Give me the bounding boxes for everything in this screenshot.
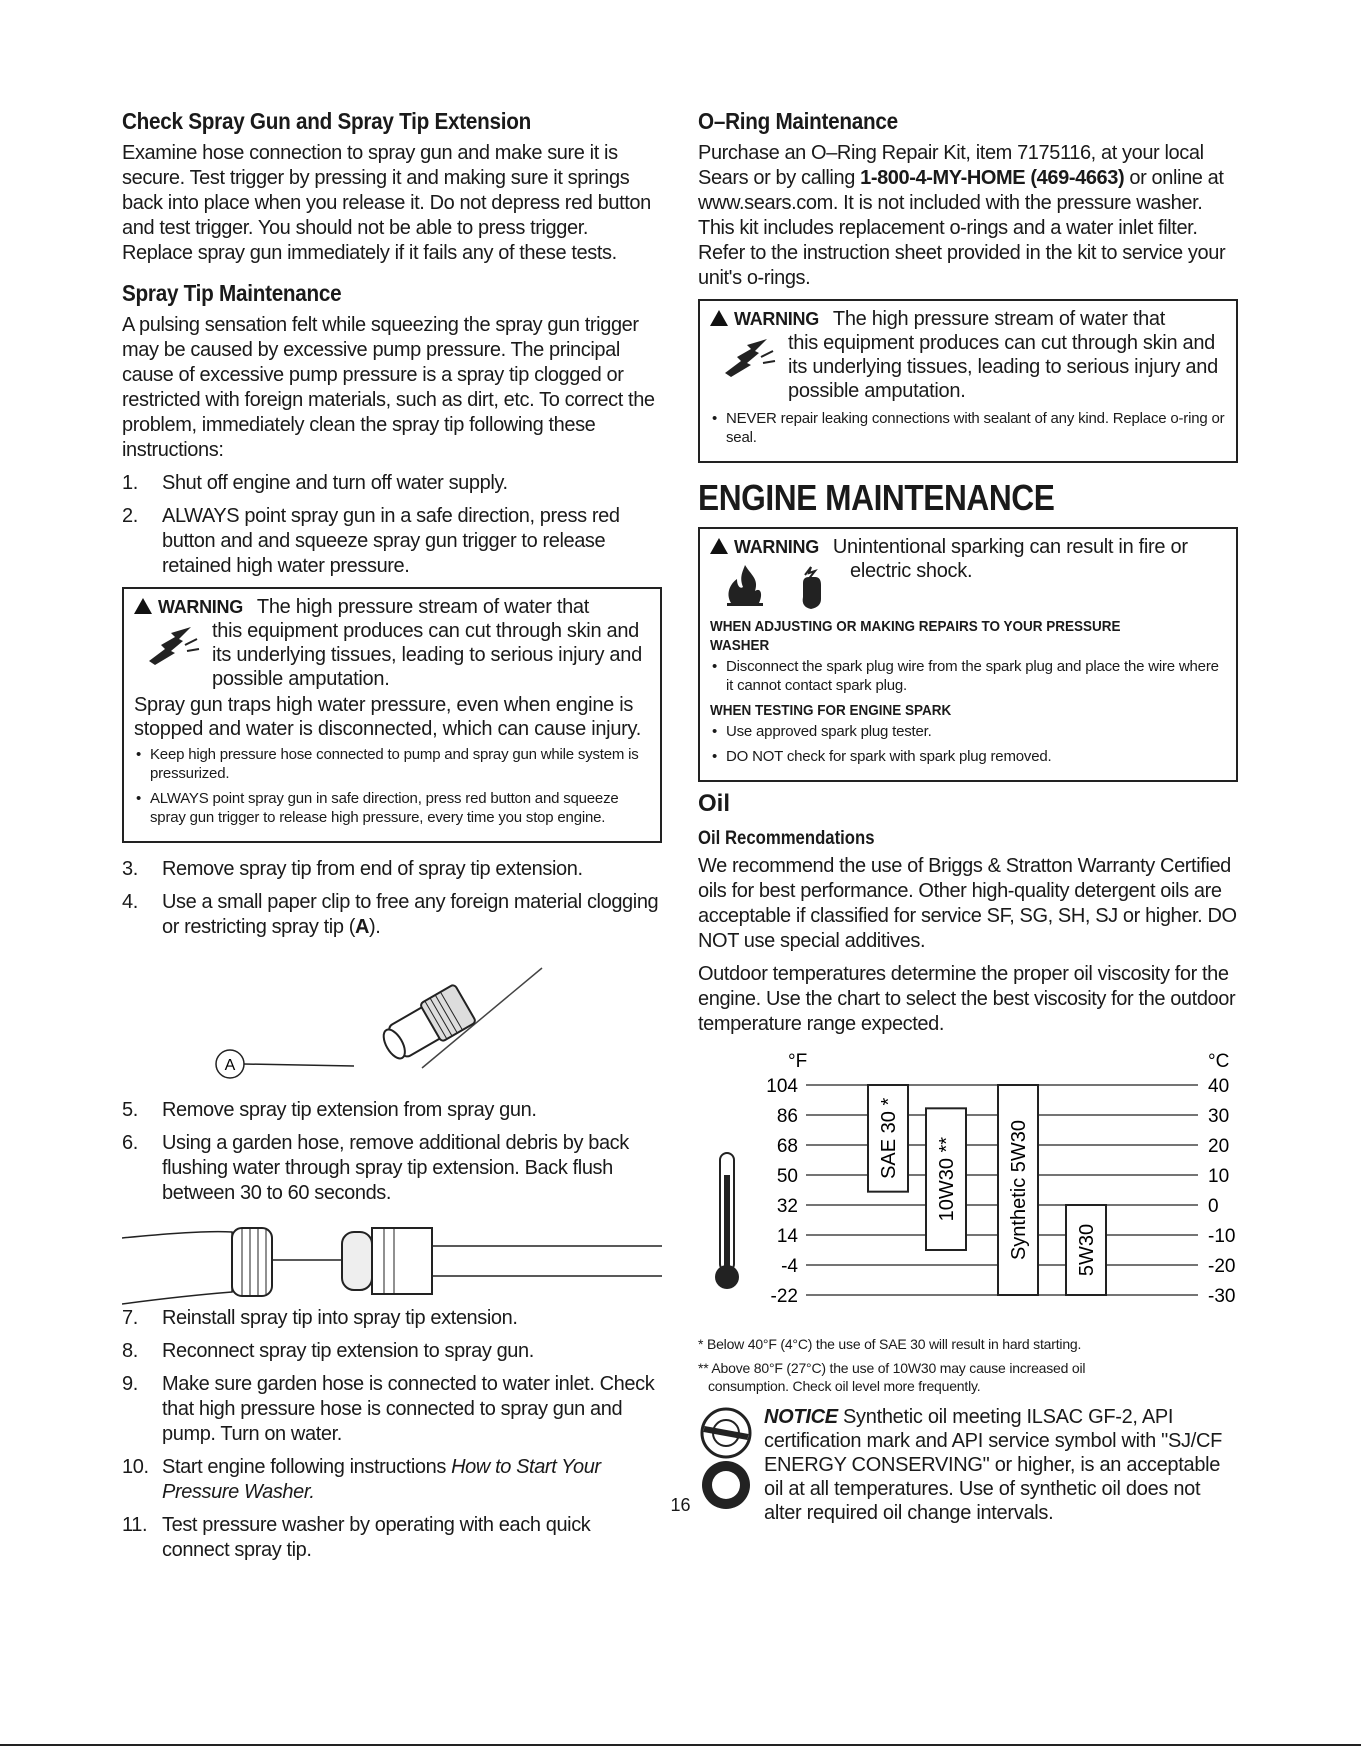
step-item: 9. Make sure garden hose is connected to water inlet. Check that high pressure hose is connected to spray gun and pump. Turn on water. [122,1373,655,1445]
warning-box-spray-gun: WARNING The high pressure stream of water that this equipment produces can cut through skin and its underlying tissues, leading to serious injury and possible amputation. Spray gun traps high water pressure, even when engine is stopped and water is disconnected, which can cause injury. • Keep high pressure hose connected to pump and spray gun while system is pressurized. • ALWAYS point spray gun in safe direction, press red button and squeeze spray gun trigger to release high pressure, every time you stop engine. [122,587,662,843]
notice-synthetic-oil: NOTICE Synthetic oil meeting ILSAC GF-2, API certification mark and API service symbol with "SJ/CF ENERGY CONSERVING" or higher, is an acceptable oil at all temperatures. Use of synthetic oil does not alter required oil change intervals. [698,1405,1238,1525]
oil-bar-label: SAE 30 * [878,1097,900,1179]
oil-bar-label: 10W30 ** [936,1136,958,1222]
tick-celsius: -30 [1208,1286,1236,1307]
tick-celsius: 40 [1208,1076,1230,1097]
footer-rule [0,1744,1361,1746]
tick-fahrenheit: 50 [776,1166,798,1187]
engine-maintenance-heading: ENGINE MAINTENANCE [698,477,1055,518]
steps-list-a [122,471,662,579]
tick-fahrenheit: 32 [776,1196,798,1217]
step-item: 4. Use a small paper clip to free any foreign material clogging or restricting spray tip (A). [122,891,659,938]
tick-celsius: 20 [1208,1136,1230,1157]
step-item: 10. Start engine following instructions How to Start Your Pressure Washer. [122,1456,601,1503]
oil-bar-label: 5W30 [1076,1223,1098,1277]
oil-viscosity-chart [698,1045,1238,1335]
fire-icon [710,559,780,607]
step-item: 3. Remove spray tip from end of spray tip extension. [122,858,583,880]
warning-label: WARNING [710,307,819,331]
tick-celsius: 0 [1208,1196,1219,1217]
warning-triangle-icon [710,310,728,326]
steps-list-b [122,857,662,940]
spray-tip-text: A pulsing sensation felt while squeezing the spray gun trigger may be caused by excessive pump pressure. The principal cause of excessive pump pressure is a spray tip clogged or restricted with foreign materials, such as dirt, etc. To correct the problem, immediately clean the spray tip following these instructions: [122,314,655,461]
footnote-sae30: * Below 40°F (4°C) the use of SAE 30 will result in hard starting. [698,1336,1082,1352]
spray-tip-heading: Spray Tip Maintenance [122,280,342,306]
tick-fahrenheit: -22 [770,1286,798,1307]
warning-triangle-icon [710,538,728,554]
unit-celsius: °C [1208,1051,1230,1072]
step-item: 8. Reconnect spray tip extension to spray gun. [122,1340,534,1362]
oil-bar-label: Synthetic 5W30 [1008,1119,1030,1261]
spray-tip-cleaning-illustration [122,948,662,1098]
warning-box-o-ring: WARNING The high pressure stream of water that this equipment produces can cut through skin and its underlying tissues, leading to serious injury and possible amputation. • NEVER repair leaking connections with sealant of any kind. Replace o-ring or seal. [698,299,1238,463]
oil-recommendations-text: We recommend the use of Briggs & Stratton Warranty Certified oils for best performance. Other high-quality detergent oils are acceptable if classified for service SF, SG, SH, SJ or higher. DO NOT use special additives. [698,855,1237,952]
steps-list-d [122,1306,662,1563]
electric-shock-icon [780,559,840,611]
step-item: 2. ALWAYS point spray gun in a safe direction, press red button and and squeeze spray gun trigger to release retained high water pressure. [122,505,620,577]
step-item: 1. Shut off engine and turn off water supply. [122,472,508,494]
warning-triangle-icon [134,598,152,614]
unit-fahrenheit: °F [788,1051,808,1072]
water-jet-injury-icon [134,619,212,667]
tick-celsius: 30 [1208,1106,1230,1127]
oil-heading: Oil [698,790,731,817]
tick-fahrenheit: -4 [781,1256,798,1277]
warning-box-spark: WARNING Unintentional sparking can result in fire or electric shock. WHEN ADJUSTING OR MAKING REPAIRS TO YOUR PRESSURE WASHER • Disconnect the spark plug wire from the spark plug and place the wire where it cannot contact spark plug. WHEN TESTING FOR ENGINE SPARK • Use approved spark plug tester. • DO NOT check for spark with spark plug removed. [698,527,1238,782]
step-item: 7. Reinstall spray tip into spray tip extension. [122,1307,518,1329]
notice-label: NOTICE [764,1406,838,1428]
viscosity-chart-svg [698,1045,1238,1335]
back-flush-illustration [122,1214,662,1306]
warning-label: WARNING [710,535,819,559]
oil-bar [926,1108,966,1250]
right-column [698,108,1238,1525]
tick-celsius: -10 [1208,1226,1236,1247]
tick-fahrenheit: 86 [776,1106,798,1127]
o-ring-heading: O–Ring Maintenance [698,108,898,134]
footnote-10w30: ** Above 80°F (27°C) the use of 10W30 may cause increased oil consumption. Check oil level more frequently. [698,1360,1086,1394]
oil-recommendations-heading: Oil Recommendations [698,828,875,849]
oil-bar [998,1085,1038,1295]
callout-a-label: A [224,1057,236,1074]
o-ring-text: Purchase an O–Ring Repair Kit, item 7175116, at your local Sears or by calling 1-800-4-MY-HOME (469-4663) or online at www.sears.com. It is not included with the pressure washer. This kit includes replacement o-rings and a water inlet filter. Refer to the instruction sheet provided in the kit to service your unit's o-rings. [698,142,1226,289]
thermometer-fill [724,1175,730,1275]
tick-celsius: -20 [1208,1256,1236,1277]
tick-celsius: 10 [1208,1166,1230,1187]
step-item: 11. Test pressure washer by operating with each quick connect spray tip. [122,1514,591,1561]
oil-viscosity-text: Outdoor temperatures determine the proper oil viscosity for the engine. Use the chart to select the best viscosity for the outdoor temperature range expected. [698,963,1236,1035]
steps-list-c [122,1098,662,1206]
oil-bar [868,1085,908,1192]
check-spray-gun-heading: Check Spray Gun and Spray Tip Extension [122,108,531,134]
tick-fahrenheit: 14 [776,1226,798,1247]
page-number: 16 [670,1495,691,1515]
step-item: 5. Remove spray tip extension from spray gun. [122,1099,537,1121]
check-spray-gun-text: Examine hose connection to spray gun and make sure it is secure. Test trigger by pressing it and making sure it springs back into place when you release it. Do not depress red button and test trigger. You should not be able to press trigger. Replace spray gun immediately if it fails any of these tests. [122,142,651,264]
step-item: 6. Using a garden hose, remove additional debris by back flushing water through spray tip extension. Back flush between 30 to 60 seconds. [122,1132,629,1204]
left-column [122,108,662,1571]
tick-fahrenheit: 68 [776,1136,798,1157]
oil-bar [1066,1205,1106,1295]
warning-label: WARNING [134,595,243,619]
tick-fahrenheit: 104 [766,1076,798,1097]
water-jet-injury-icon [710,331,788,379]
